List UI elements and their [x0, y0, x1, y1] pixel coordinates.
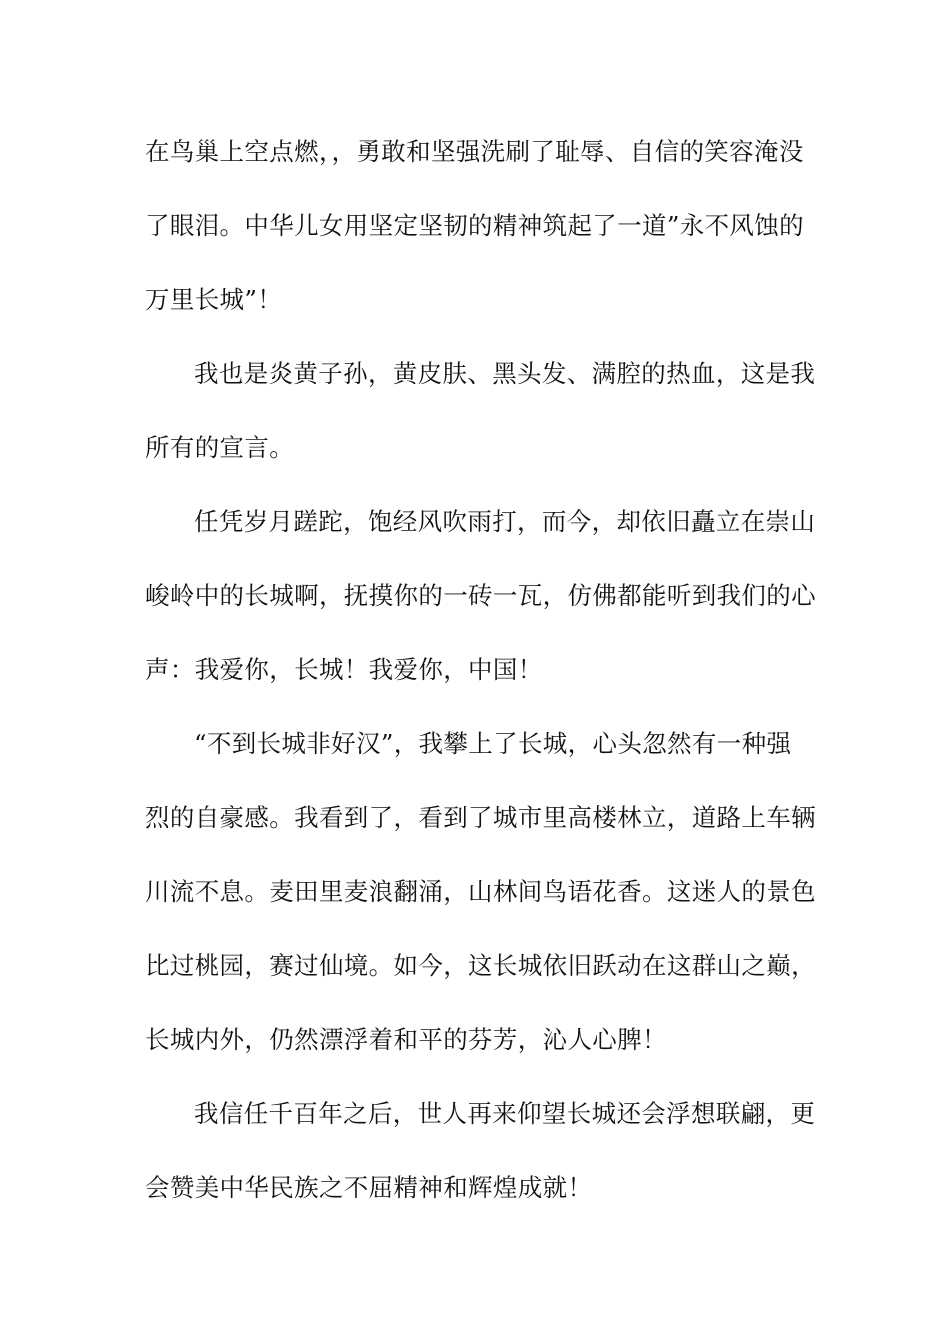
text-line: 长城内外，仍然漂浮着和平的芬芳，沁人心脾！ [145, 1025, 667, 1054]
text-line: 川流不息。麦田里麦浪翻涌，山林间鸟语花香。这迷人的景色 [145, 877, 816, 906]
paragraph-first-line: “不到长城非好汉”，我攀上了长城，心头忽然有一种强 [194, 729, 792, 758]
paragraph-first-line: 我信任千百年之后，世人再来仰望长城还会浮想联翩，更 [194, 1099, 816, 1128]
text-line: 了眼泪。中华儿女用坚定坚韧的精神筑起了一道”永不风蚀的 [145, 211, 804, 240]
text-line: 烈的自豪感。我看到了，看到了城市里高楼林立，道路上车辆 [145, 803, 816, 832]
document-body [145, 127, 816, 1237]
text-line: 所有的宣言。 [145, 433, 295, 462]
text-line: 在鸟巢上空点燃，，勇敢和坚强洗刷了耻辱、自信的笑容淹没 [145, 137, 804, 166]
paragraph-first-line: 我也是炎黄子孙，黄皮肤、黑头发、满腔的热血，这是我 [194, 359, 816, 388]
text-line: 万里长城”！ [145, 285, 283, 314]
text-line: 比过桃园，赛过仙境。如今，这长城依旧跃动在这群山之巅， [145, 951, 816, 980]
text-line: 会赞美中华民族之不屈精神和辉煌成就！ [145, 1173, 593, 1202]
text-line: 峻岭中的长城啊，抚摸你的一砖一瓦，仿佛都能听到我们的心 [145, 581, 816, 610]
text-line: 声：我爱你，长城！我爱你，中国！ [145, 655, 543, 684]
paragraph-first-line: 任凭岁月蹉跎，饱经风吹雨打，而今，却依旧矗立在崇山 [194, 507, 816, 536]
